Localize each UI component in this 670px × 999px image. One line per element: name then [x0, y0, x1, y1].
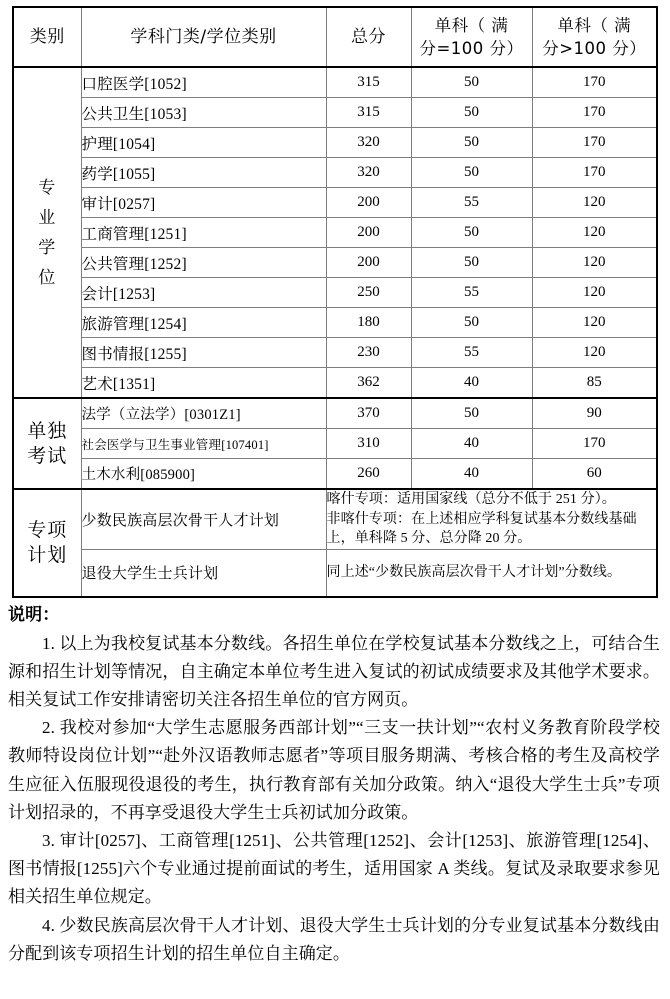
discipline-name: 工商管理[1251] [81, 218, 326, 248]
category-line: 单独 [27, 419, 68, 442]
table-row [13, 158, 657, 188]
category-char: 业 [38, 207, 57, 228]
total-score: 250 [326, 278, 411, 308]
single-gt100-score: 170 [532, 98, 657, 128]
single-eq100-score: 50 [411, 308, 532, 338]
single-eq100-score: 55 [411, 278, 532, 308]
category-label-special-plan [13, 489, 81, 597]
table-row [13, 67, 657, 98]
header-single-eq-100-line1: 单科（ 满 [434, 16, 509, 35]
total-score: 180 [326, 308, 411, 338]
table-row [13, 398, 657, 429]
note-item: 2. 我校对参加“大学生志愿服务西部计划”“三支一扶计划”“农村义务教育阶段学校教师特设岗位计划”“赴外汉语教师志愿者”等项目服务期满、考核合格的考生及高校学生应征入伍服现役退役的考生，执行教育部有关加分政策。纳入“退役大学生士兵”专项计划招录的，不再享受退役大学生士兵初试加分政策。 [8, 718, 660, 822]
table-row [13, 188, 657, 218]
special-plan-desc-line: 非喀什专项：在上述相应学科复试基本分数线基础上，单科降 5 分、总分降 20 分。 [326, 511, 637, 546]
table-row [13, 278, 657, 308]
discipline-name: 护理[1054] [81, 128, 326, 158]
admission-score-table [12, 6, 658, 598]
table-header-row [13, 7, 657, 67]
single-eq100-score: 40 [411, 459, 532, 490]
discipline-name: 公共管理[1252] [81, 248, 326, 278]
total-score: 230 [326, 338, 411, 368]
discipline-name: 图书情报[1255] [81, 338, 326, 368]
single-eq100-score: 50 [411, 128, 532, 158]
discipline-name: 口腔医学[1052] [81, 67, 326, 98]
single-gt100-score: 120 [532, 218, 657, 248]
notes-section [8, 602, 660, 968]
single-eq100-score: 55 [411, 338, 532, 368]
single-gt100-score: 85 [532, 368, 657, 399]
discipline-name: 少数民族高层次骨干人才计划 [81, 489, 326, 549]
discipline-name: 社会医学与卫生事业管理[107401] [81, 429, 326, 459]
single-eq100-score: 40 [411, 368, 532, 399]
total-score: 370 [326, 398, 411, 429]
header-discipline: 学科门类/学位类别 [81, 7, 326, 67]
single-gt100-score: 170 [532, 128, 657, 158]
discipline-name: 艺术[1351] [81, 368, 326, 399]
total-score: 320 [326, 128, 411, 158]
note-item: 1. 以上为我校复试基本分数线。各招生单位在学校复试基本分数线之上，可结合生源和招生计划等情况，自主确定本单位考生进入复试的初试成绩要求及其他学术要求。相关复试工作安排请密切关注各招生单位的官方网页。 [8, 633, 660, 709]
header-single-eq-100 [411, 7, 532, 67]
note-item: 3. 审计[0257]、工商管理[1251]、公共管理[1252]、会计[1253]、旅游管理[1254]、图书情报[1255]六个专业通过提前面试的考生，适用国家 A 类线。复试及录取要求参见相关招生单位规定。 [8, 830, 660, 907]
note-item: 4. 少数民族高层次骨干人才计划、退役大学生士兵计划的分专业复试基本分数线由分配到该专项招生计划的招生单位自主确定。 [8, 915, 660, 963]
single-gt100-score: 90 [532, 398, 657, 429]
discipline-name: 土木水利[085900] [81, 459, 326, 490]
table-row [13, 248, 657, 278]
header-category: 类别 [13, 7, 81, 67]
single-gt100-score: 120 [532, 278, 657, 308]
table-row [13, 429, 657, 459]
single-eq100-score: 50 [411, 248, 532, 278]
total-score: 310 [326, 429, 411, 459]
total-score: 315 [326, 98, 411, 128]
category-label-professional-degree [13, 67, 81, 398]
category-line: 计划 [27, 543, 68, 566]
discipline-name: 公共卫生[1053] [81, 98, 326, 128]
discipline-name: 法学（立法学）[0301Z1] [81, 398, 326, 429]
single-eq100-score: 50 [411, 218, 532, 248]
table-row [13, 459, 657, 490]
table-row [13, 368, 657, 399]
total-score: 200 [326, 188, 411, 218]
table-row [13, 128, 657, 158]
table-row [13, 549, 657, 597]
discipline-name: 审计[0257] [81, 188, 326, 218]
notes-title: 说明： [8, 604, 60, 625]
single-gt100-score: 60 [532, 459, 657, 490]
single-gt100-score: 120 [532, 338, 657, 368]
single-gt100-score: 120 [532, 188, 657, 218]
category-label-separate-exam [13, 398, 81, 489]
header-single-eq-100-line2: 分=100 分） [419, 39, 524, 58]
total-score: 200 [326, 218, 411, 248]
category-line: 考试 [27, 444, 68, 467]
total-score: 320 [326, 158, 411, 188]
table-row [13, 338, 657, 368]
header-single-gt-100-line1: 单科（ 满 [557, 16, 632, 35]
special-plan-desc-line: 喀什专项：适用国家线（总分不低于 251 分）。 [326, 492, 616, 507]
single-gt100-score: 170 [532, 67, 657, 98]
special-plan-desc-line: 同上述“少数民族高层次骨干人才计划”分数线。 [326, 564, 622, 580]
single-eq100-score: 50 [411, 98, 532, 128]
table-row [13, 308, 657, 338]
total-score: 362 [326, 368, 411, 399]
category-char: 学 [38, 237, 57, 258]
single-gt100-score: 170 [532, 429, 657, 459]
discipline-name: 会计[1253] [81, 278, 326, 308]
table-row [13, 218, 657, 248]
discipline-name: 退役大学生士兵计划 [81, 549, 326, 597]
single-gt100-score: 170 [532, 158, 657, 188]
single-gt100-score: 120 [532, 308, 657, 338]
table-row [13, 98, 657, 128]
table-row [13, 489, 657, 549]
category-line: 专项 [27, 518, 68, 541]
special-plan-description [326, 489, 657, 549]
total-score: 200 [326, 248, 411, 278]
special-plan-description [326, 549, 657, 597]
discipline-name: 药学[1055] [81, 158, 326, 188]
total-score: 315 [326, 67, 411, 98]
category-char: 专 [38, 177, 57, 198]
single-eq100-score: 50 [411, 67, 532, 98]
single-eq100-score: 50 [411, 398, 532, 429]
category-char: 位 [38, 267, 57, 288]
single-eq100-score: 40 [411, 429, 532, 459]
single-eq100-score: 55 [411, 188, 532, 218]
single-gt100-score: 120 [532, 248, 657, 278]
total-score: 260 [326, 459, 411, 490]
header-single-gt-100-line2: 分>100 分） [542, 39, 647, 58]
single-eq100-score: 50 [411, 158, 532, 188]
header-single-gt-100 [532, 7, 657, 67]
header-total-score: 总分 [326, 7, 411, 67]
discipline-name: 旅游管理[1254] [81, 308, 326, 338]
